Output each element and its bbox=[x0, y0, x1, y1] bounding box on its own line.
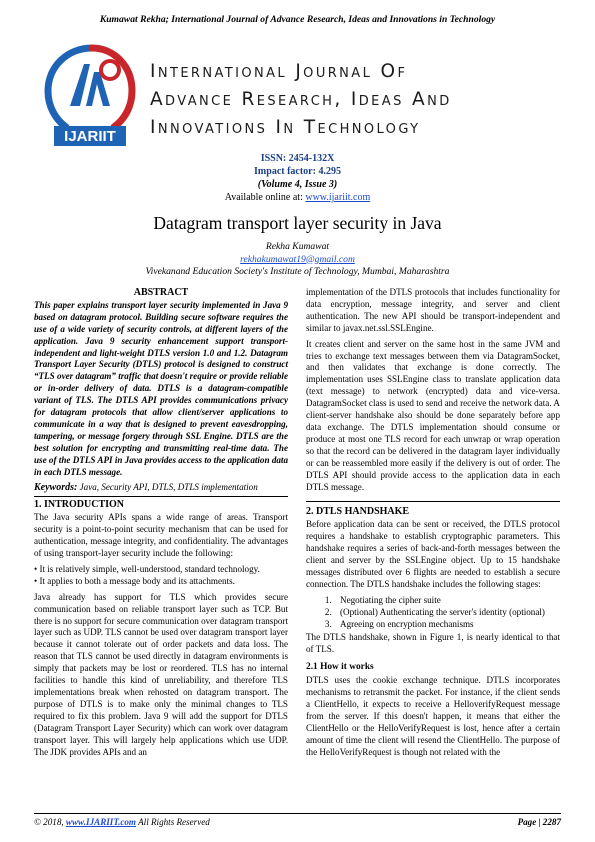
list-item: 2. (Optional) Authenticating the server's identity (optional) bbox=[334, 607, 560, 619]
journal-title-line2: Advance Research, Ideas And bbox=[150, 89, 452, 110]
section-heading-dtls-handshake: 2. DTLS HANDSHAKE bbox=[306, 506, 410, 518]
available-online bbox=[0, 191, 595, 204]
abstract-heading: ABSTRACT bbox=[133, 287, 189, 298]
footer-website-link[interactable]: www.IJARIIT.com bbox=[65, 817, 136, 827]
author-block bbox=[0, 241, 595, 279]
list-item: • It is relatively simple, well-understood, standard technology. bbox=[34, 563, 260, 574]
author-name: Rekha Kumawat bbox=[265, 241, 330, 252]
how-it-works-paragraph-1: DTLS uses the cookie exchange technique. DTLS incorporates mechanisms to retransmit the packet. For instance, if the client sends a ClientHello, it expects to receive a HelloverifyRequest message from the server. If this doesn't happen, it means that either the ClientHello or the HelloVerifyRequest is lost, hence after a certain amount of time the client will resend the ClientHello. The purpose of the HelloVerifyRequest is though not related with the bbox=[306, 675, 560, 757]
intro-paragraph-2: Java already has support for TLS which provides secure communication based on reliable transport layer such as TCP. But there is no support for secure communication over datagram transport layer such as UDP. TLS cannot be used over datagram transport layer because it cannot tolerate out of order packets and data loss. The reason that TLS cannot be used directly in datagram environments is simply that packets may be lost or reordered. TLS has no internal facilities to handle this kind of unreliability, and therefore TLS implementations break when rehosted on datagram transport. The purpose of DTLS is to make only the minimal changes to TLS required to fix this problem. Java 9 will add the support for DTLS (Datagram Transport Layer Security) which can work over datagram transport layer. This will largely help applications which use UDP. The JDK provides APIs and an bbox=[34, 591, 288, 757]
section-heading-introduction: 1. INTRODUCTION bbox=[34, 499, 125, 511]
left-column bbox=[34, 287, 288, 762]
page-footer bbox=[34, 813, 561, 827]
list-item: 3. Agreeing on encryption mechanisms bbox=[334, 619, 560, 631]
copyright-prefix: © 2018, bbox=[34, 817, 66, 827]
intro-paragraph-3: implementation of the DTLS protocols that includes functionality for data encryption, message integrity, and server and client authentication. The new API should be transport-independent and similar to javax.net.ssl.SSLEngine. bbox=[306, 287, 560, 333]
journal-website-link[interactable]: www.ijariit.com bbox=[305, 192, 371, 203]
intro-bullet-list bbox=[34, 564, 288, 588]
intro-paragraph-4: It creates client and server on the same host in the same JVM and tries to exchange text messages between them via DatagramSocket, and then validates that exchange is done correctly. The implementation uses SSLEngine class to translate application data (text message) to network (encrypted) data and vice-versa. DatagramSocket class is used to send and receive the network data. A client-server handshake also should be done separately before app data exchange. The DTLS implementation should consume or produce at most one TLS record for each unwrap or wrap operation so that the record can be delivered in the datagram layer individually or can be reassembled more easily if the delivery is out of order. The DTLS API should provide access to the application data in each DTLS message. bbox=[306, 338, 560, 492]
keywords bbox=[34, 482, 288, 498]
section-heading-how-it-works: 2.1 How it works bbox=[306, 662, 374, 673]
logo-text: IJARIIT bbox=[64, 128, 116, 145]
journal-title-line1: International Journal Of bbox=[150, 61, 408, 82]
author-email-link[interactable]: rekhakumawat19@gmail.com bbox=[240, 253, 355, 265]
volume-issue: (Volume 4, Issue 3) bbox=[257, 179, 338, 190]
section-divider bbox=[306, 501, 560, 502]
list-item: 1. Negotiating the cipher suite bbox=[334, 595, 560, 607]
available-online-prefix: Available online at: bbox=[224, 192, 306, 203]
keywords-label: Keywords: bbox=[34, 481, 78, 493]
handshake-stage-list bbox=[306, 595, 560, 631]
handshake-paragraph-2: The DTLS handshake, shown in Figure 1, is nearly identical to that of TLS. bbox=[306, 632, 560, 655]
right-column bbox=[306, 287, 560, 763]
author-affiliation: Vivekanand Education Society's Institute of Technology, Mumbai, Maharashtra bbox=[145, 266, 450, 277]
logo-graphic bbox=[40, 44, 140, 149]
impact-factor: Impact factor: 4.295 bbox=[254, 166, 341, 177]
issn-block bbox=[0, 152, 595, 204]
issn: ISSN: 2454-132X bbox=[260, 153, 335, 164]
intro-paragraph-1: The Java security APIs spans a wide range of areas. Transport security is a point-to-point security mechanism that can be used for authentication, message integrity, and confidentiality. The advantages of using transport-layer security include the following: bbox=[34, 512, 288, 559]
handshake-paragraph-1: Before application data can be sent or received, the DTLS protocol requires a handshake to establish cryptographic parameters. This handshake requires a series of back-and-forth messages between the client and server by the SSLEngine object. Up to 15 handshake messages distributed over 6 flights are needed to establish a secure connection. The DTLS handshake includes the following stages: bbox=[306, 519, 560, 589]
journal-logo bbox=[40, 44, 140, 149]
page-number: Page | 2287 bbox=[517, 817, 561, 827]
running-head: Kumawat Rekha; International Journal of Advance Research, Ideas and Innovations in Technology bbox=[99, 14, 496, 25]
paper-title: Datagram transport layer security in Java bbox=[153, 213, 442, 233]
journal-title-line3: Innovations In Technology bbox=[150, 117, 421, 138]
keywords-text: Java, Security API, DTLS, DTLS implementation bbox=[77, 481, 258, 492]
copyright-suffix: All Rights Reserved bbox=[136, 817, 210, 827]
list-item: • It applies to both a message body and its attachments. bbox=[34, 575, 235, 586]
abstract-text: This paper explains transport layer security implemented in Java 9 based on datagram protocol. Building secure software requires the use of a wide variety of security controls, at different layers of the application. Java 9 security enhancement support transport-independent and light-weight DTLS version 1.0 and 1.2. Datagram Transport Layer Security (DTLS) protocol is designed to construct “TLS over datagram” traffic that doesn't require or provide reliable or in-order delivery of data. DTLS is a datagram-compatible variant of TLS. The DTLS API provides communications privacy for datagram protocols that allow client/server applications to communicate in a way that is designed to prevent eavesdropping, tampering, or message forgery through SSL Engine. DTLS are the best solution for encrypting and transmitting real-time data. The use of the DTLS API in Java provides access to the application data in each DTLS message. bbox=[34, 299, 288, 477]
journal-title bbox=[150, 58, 570, 142]
footer-copyright bbox=[34, 817, 210, 827]
